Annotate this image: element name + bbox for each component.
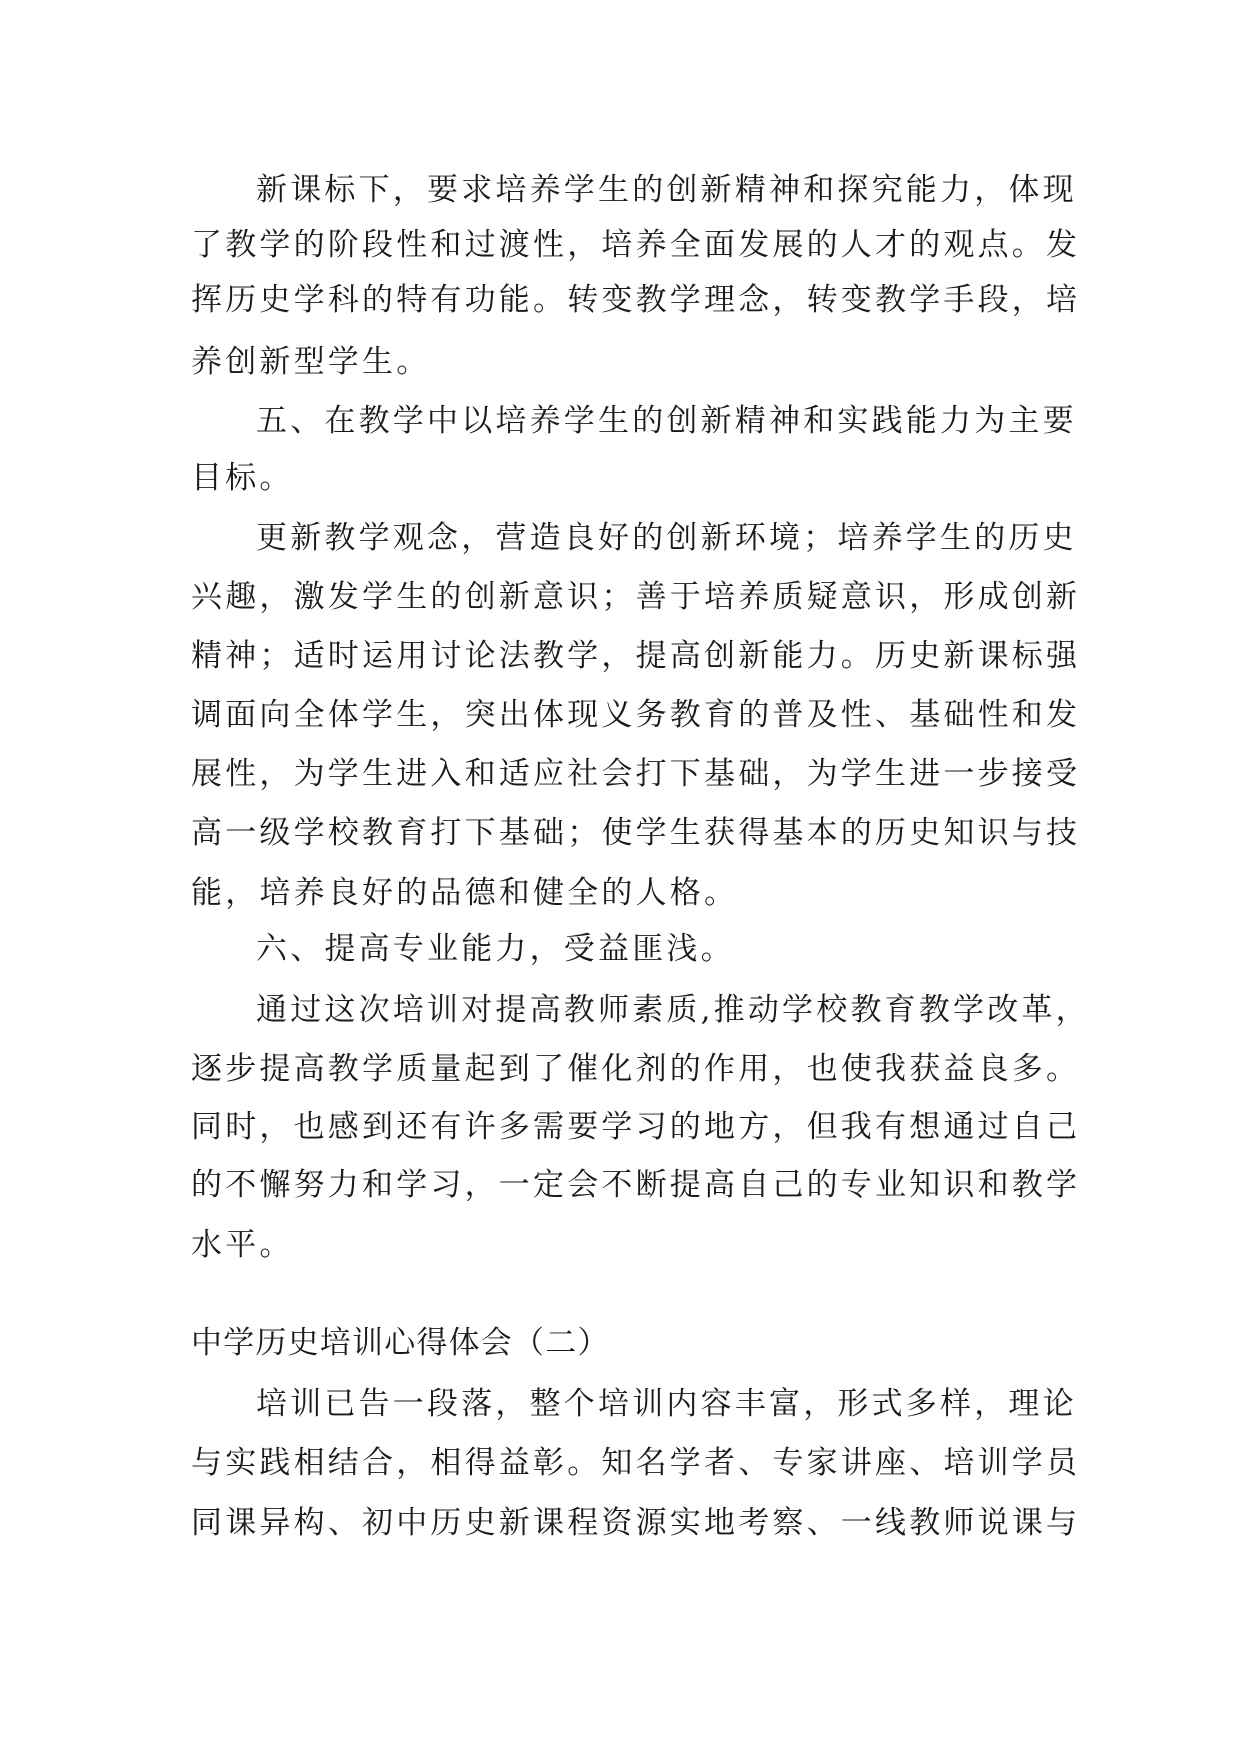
paragraph-line: 挥历史学科的特有功能。转变教学理念，转变教学手段，培 xyxy=(191,282,1081,318)
paragraph-line: 水平。 xyxy=(191,1227,294,1263)
paragraph-line: 通过这次培训对提高教师素质,推动学校教育教学改革， xyxy=(256,992,1090,1028)
paragraph-line: 培训已告一段落，整个培训内容丰富，形式多样，理论 xyxy=(256,1386,1077,1422)
document-title: 中学历史培训心得体会（二） xyxy=(191,1325,610,1361)
paragraph-line: 展性，为学生进入和适应社会打下基础，为学生进一步接受 xyxy=(191,756,1081,792)
paragraph-line: 新课标下，要求培养学生的创新精神和探究能力，体现 xyxy=(256,172,1077,208)
paragraph-line: 与实践相结合，相得益彰。知名学者、专家讲座、培训学员 xyxy=(191,1445,1081,1481)
paragraph-line: 更新教学观念，营造良好的创新环境；培养学生的历史 xyxy=(256,520,1077,556)
paragraph-line: 了教学的阶段性和过渡性，培养全面发展的人才的观点。发 xyxy=(191,227,1081,263)
section-heading: 目标。 xyxy=(191,460,294,496)
paragraph-line: 的不懈努力和学习，一定会不断提高自己的专业知识和教学 xyxy=(191,1167,1081,1203)
paragraph-line: 高一级学校教育打下基础；使学生获得基本的历史知识与技 xyxy=(191,815,1081,851)
paragraph-line: 养创新型学生。 xyxy=(191,344,431,380)
paragraph-line: 同课异构、初中历史新课程资源实地考察、一线教师说课与 xyxy=(191,1505,1081,1541)
paragraph-line: 兴趣，激发学生的创新意识；善于培养质疑意识，形成创新 xyxy=(191,579,1081,615)
section-heading: 五、在教学中以培养学生的创新精神和实践能力为主要 xyxy=(256,403,1077,439)
paragraph-line: 精神；适时运用讨论法教学，提高创新能力。历史新课标强 xyxy=(191,638,1081,674)
paragraph-line: 逐步提高教学质量起到了催化剂的作用，也使我获益良多。 xyxy=(191,1051,1081,1087)
paragraph-line: 同时，也感到还有许多需要学习的地方，但我有想通过自己 xyxy=(191,1109,1081,1145)
section-heading: 六、提高专业能力，受益匪浅。 xyxy=(256,931,735,967)
paragraph-line: 能，培养良好的品德和健全的人格。 xyxy=(191,875,739,911)
paragraph-line: 调面向全体学生，突出体现义务教育的普及性、基础性和发 xyxy=(191,697,1081,733)
